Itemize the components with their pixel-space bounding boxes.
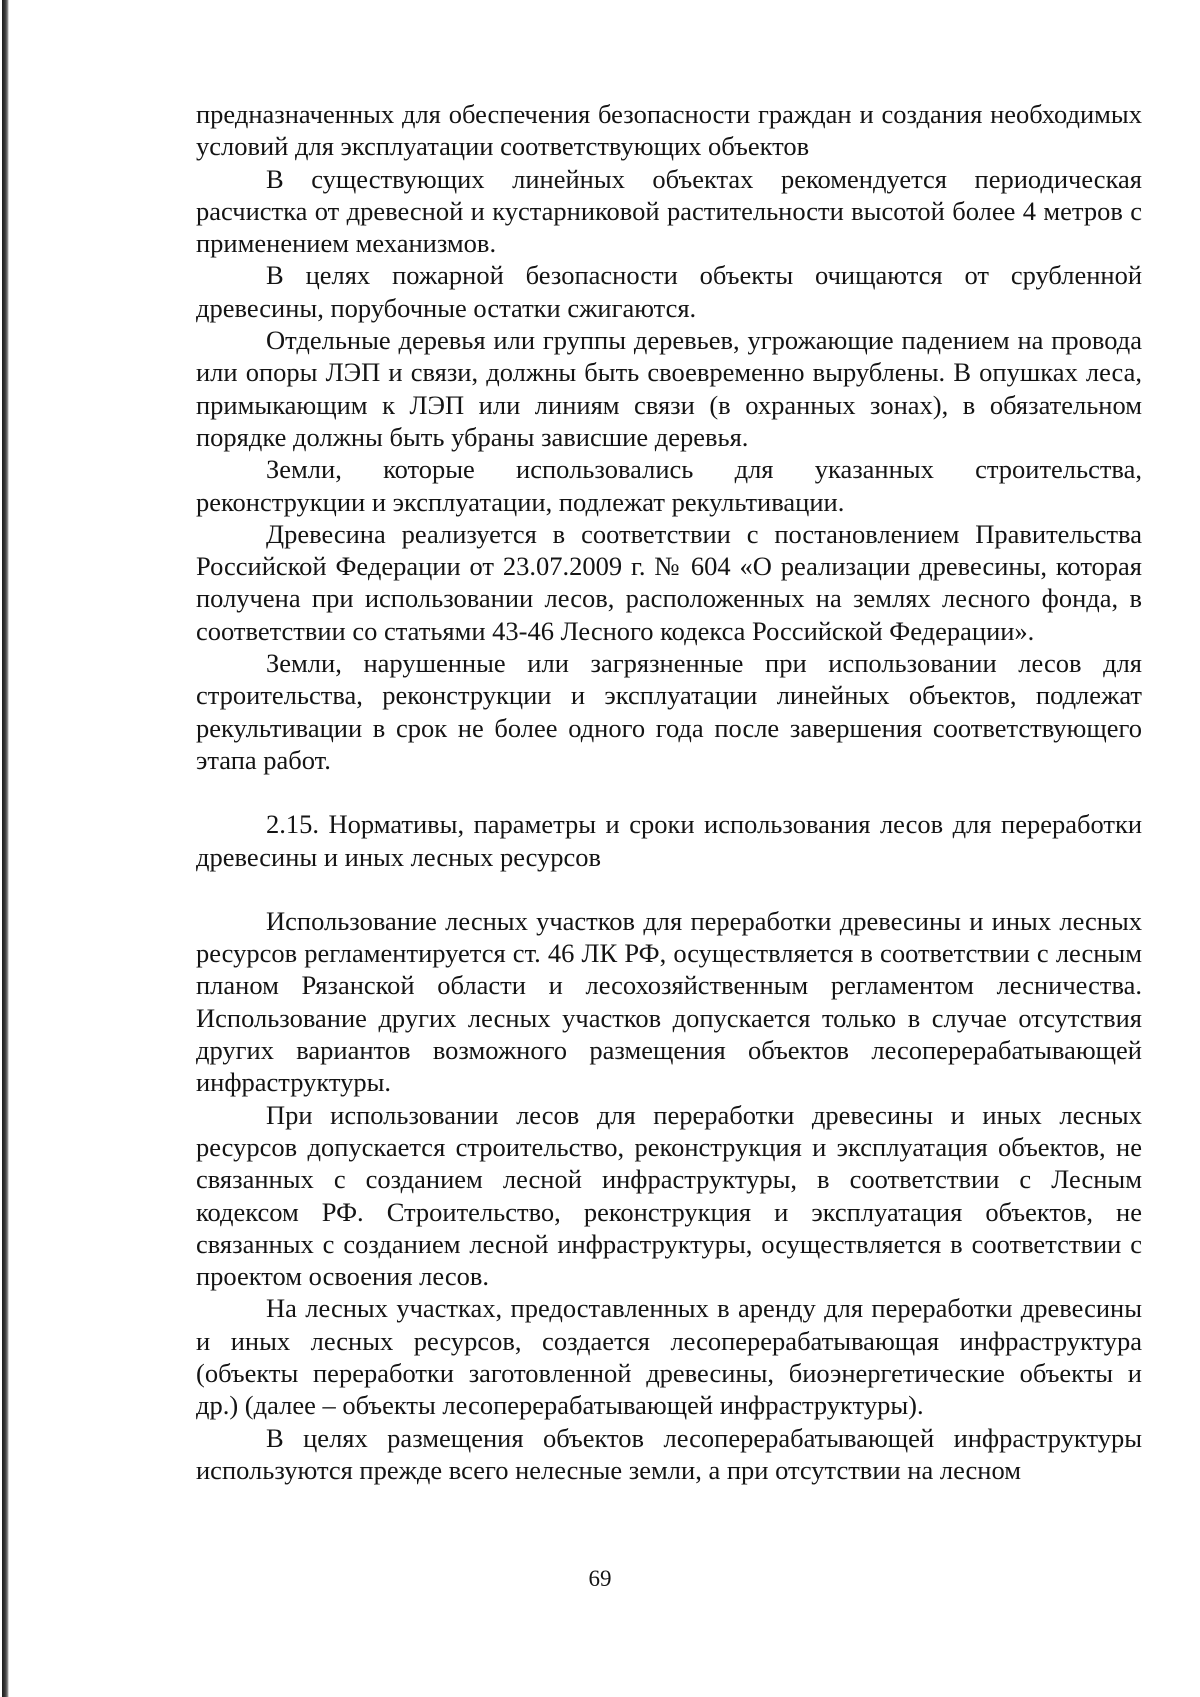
paragraph-fire-safety: В целях пожарной безопасности объекты очищаются от срубленной древесины, порубочные остатки сжигаются. [196,260,1142,323]
paragraph-placement: В целях размещения объектов лесоперерабатывающей инфраструктуры используются прежде всего нелесные земли, а при отсутствии на лесном [196,1422,1142,1485]
paragraph-line-clearing: В существующих линейных объектах рекомендуется периодическая расчистка от древесной и кустарниковой растительности высотой более 4 метров с применением механизмов. [196,163,1142,259]
section-heading-2-15: 2.15. Нормативы, параметры и сроки использования лесов для переработки древесины и иных лесных ресурсов [196,809,1142,872]
scan-left-edge [2,0,9,1697]
paragraph-damaged-lands: Земли, нарушенные или загрязненные при использовании лесов для строительства, реконструкции и эксплуатации линейных объектов, подлежат рекультивации в срок не более одного года после завершения соответствующего этапа работ. [196,648,1142,775]
paragraph-leased-plots: На лесных участках, предоставленных в аренду для переработки древесины и иных лесных ресурсов, создается лесоперерабатывающая инфраструктура (объекты переработки заготовленной древесины, биоэнергетические объекты и др.) (далее – объекты лесоперерабатывающей инфраструктуры). [196,1293,1142,1421]
page-number: 69 [588,1566,612,1591]
paragraph-construction: При использовании лесов для переработки древесины и иных лесных ресурсов допускается строительство, реконструкция и эксплуатация объектов, не связанных с созданием лесной инфраструктуры, в соответствии с Лесным кодексом РФ. Строительство, реконструкция и эксплуатация объектов, не связанных с созданием лесной инфраструктуры, осуществляется в соответствии с проектом освоения лесов. [196,1099,1142,1292]
document-page [196,98,1142,1486]
paragraph-continuation: предназначенных для обеспечения безопасности граждан и создания необходимых условий для эксплуатации соответствующих объектов [196,99,1142,162]
paragraph-processing-use: Использование лесных участков для переработки древесины и иных лесных ресурсов регламентируется ст. 46 ЛК РФ, осуществляется в соответствии с лесным планом Рязанской области и лесохозяйственным регламентом лесничества. Использование других лесных участков допускается только в случае отсутствия других вариантов возможного размещения объектов лесоперерабатывающей инфраструктуры. [196,905,1142,1098]
paragraph-timber-sale: Древесина реализуется в соответствии с постановлением Правительства Российской Федерации от 23.07.2009 г. № 604 «О реализации древесины, которая получена при использовании лесов, расположенных на землях лесного фонда, в соответствии со статьями 43-46 Лесного кодекса Российской Федерации». [196,518,1142,646]
paragraph-land-recultivation: Земли, которые использовались для указанных строительства, реконструкции и эксплуатации, подлежат рекультивации. [196,454,1142,517]
paragraph-hazard-trees: Отдельные деревья или группы деревьев, угрожающие падением на провода или опоры ЛЭП и связи, должны быть своевременно вырублены. В опушках леса, примыкающим к ЛЭП или линиям связи (в охранных зонах), в обязательном порядке должны быть убраны зависшие деревья. [196,325,1142,452]
